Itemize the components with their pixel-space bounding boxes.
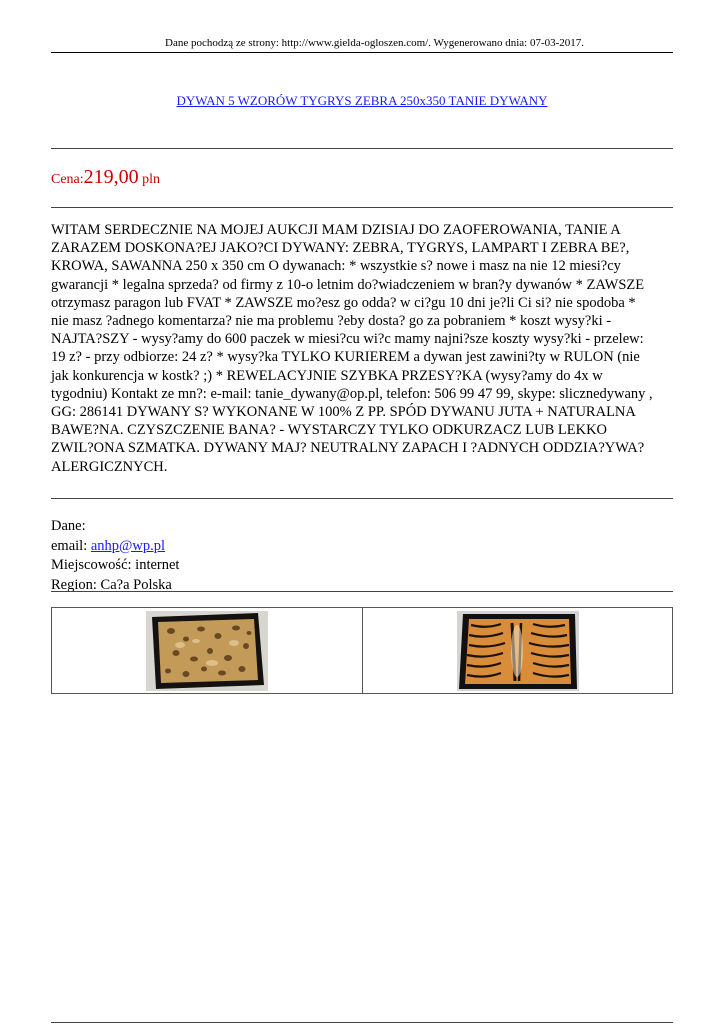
- description-line: GG: 286141 DYWANY S? WYKONANE W 100% Z PP. SPÓD DYWANU JUTA + NATURALNA: [51, 404, 636, 421]
- description-line: ZWIL?ONA SZMATKA. DYWANY MAJ? NEUTRALNY ZAPACH I ?ADNYCH ODDZIA?YWA?: [51, 440, 645, 457]
- description-line: gwarancji * legalna sprzeda? od firmy z 10-o letnim do?wiadczeniem w bran?y dywanów * ZAWSZE: [51, 276, 645, 293]
- price-line: [51, 166, 160, 189]
- description-line: nie masz ?adnego komentarza? nie ma problemu ?eby dosta? go za pobraniem * koszt wysy?ki -: [51, 313, 612, 330]
- description-line: ZARAZEM DOSKONA?EJ JAKO?CI DYWANY: ZEBRA, TYGRYS, LAMPART I ZEBRA BE?,: [51, 240, 630, 257]
- listing-title-link[interactable]: DYWAN 5 WZORÓW TYGRYS ZEBRA 250x350 TANIE DYWANY: [176, 93, 548, 108]
- description-line: jak konkurencja w kostk? ;) * REWELACYJNIE SZYBKA PRZESY?KA (wysy?amy do 4x w: [51, 367, 603, 384]
- image-gallery: [51, 607, 673, 694]
- description-line: ALERGICZNYCH.: [51, 458, 168, 475]
- divider: [51, 591, 673, 592]
- description-line: tygodniu) Kontakt ze mn?: e-mail: tanie_dywany@op.pl, telefon: 506 99 47 99, skype: slicznedywany ,: [51, 385, 653, 402]
- divider: [51, 498, 673, 499]
- city-line: Miejscowość: internet: [51, 557, 180, 573]
- contact-heading: Dane:: [51, 518, 86, 534]
- description-line: BAWE?NA. CZYSZCZENIE BANA? - WYSTARCZY TYLKO ODKURZACZ LUB LEKKO: [51, 422, 608, 439]
- email-row: [51, 537, 179, 557]
- price-value: 219,00: [83, 166, 139, 188]
- description-line: otrzymasz paragon lub FVAT * ZAWSZE mo?esz go odda? w ci?gu 10 dni je?li Ci si? nie spodoba *: [51, 294, 636, 311]
- price-label: Cena:: [51, 172, 84, 187]
- description-line: NAJTA?SZY - wysy?amy do 600 paczek w miesi?cu wi?c mamy najni?sze koszty wysy?ki - przelew:: [51, 331, 644, 348]
- header-divider: [51, 52, 673, 53]
- email-link[interactable]: anhp@wp.pl: [90, 537, 166, 554]
- gallery-cell: [362, 608, 673, 693]
- contact-info: [51, 517, 179, 595]
- description-line: 19 z? - przy odbiorze: 24 z? * wysy?ka TYLKO KURIEREM a dywan jest zawini?ty w RULON (nie: [51, 349, 640, 366]
- price-currency: pln: [142, 172, 161, 187]
- tiger-rug-photo[interactable]: [457, 611, 579, 691]
- divider: [51, 148, 673, 149]
- description-line: WITAM SERDECZNIE NA MOJEJ AUKCJI MAM DZISIAJ DO ZAOFEROWANIA, TANIE A: [51, 222, 621, 238]
- gallery-cell: [52, 608, 362, 693]
- footer-divider: [51, 1022, 673, 1023]
- divider: [51, 207, 673, 208]
- description-line: KROWA, SAWANNA 250 x 350 cm O dywanach: * wszystkie s? nowe i masz na nie 12 miesi?cy: [51, 258, 621, 275]
- source-header: Dane pochodzą ze strony: http://www.gielda-ogloszen.com/. Wygenerowano dnia: 07-03-2017.: [165, 37, 585, 49]
- leopard-rug-photo[interactable]: [146, 611, 268, 691]
- email-label: email:: [51, 537, 91, 554]
- region-line: Region: Ca?a Polska: [51, 576, 172, 593]
- listing-description: [51, 221, 673, 476]
